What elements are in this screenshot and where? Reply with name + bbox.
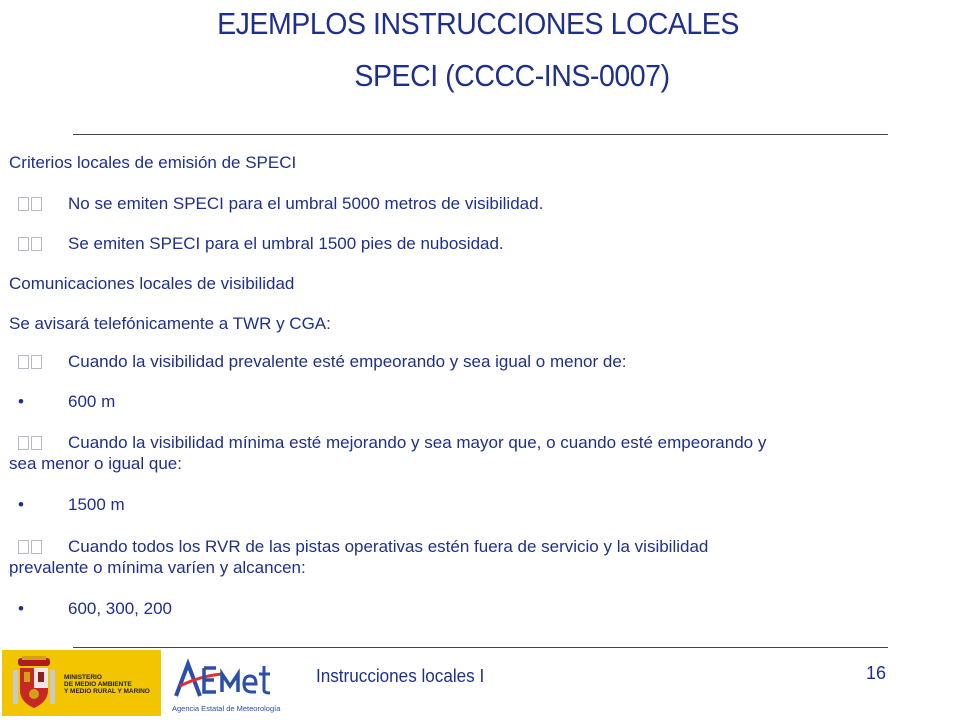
- bullet-icon: •: [18, 599, 24, 618]
- slide-title-line-2: SPECI (CCCC-INS-0007): [354, 58, 670, 93]
- valor-text-3: 600, 300, 200: [68, 599, 172, 618]
- caso-text-3a: Cuando todos los RVR de las pistas operativas estén fuera de servicio y la visibilidad: [68, 537, 709, 556]
- criterio-text-1: No se emiten SPECI para el umbral 5000 metros de visibilidad.: [68, 194, 544, 213]
- missing-glyph-icon: [31, 197, 42, 211]
- ministerio-line-1: MINISTERIO: [64, 674, 102, 681]
- header-divider: [73, 134, 888, 135]
- caso-text-3b: prevalente o mínima varíen y alcancen:: [9, 558, 306, 577]
- ministerio-text: [64, 674, 156, 695]
- missing-glyph-icon: [18, 197, 29, 211]
- aviso-text: Se avisará telefónicamente a TWR y CGA:: [9, 314, 331, 333]
- valor-text-2: 1500 m: [68, 495, 125, 514]
- footer-section-title: Instrucciones locales I: [316, 666, 485, 686]
- caso-text-1: Cuando la visibilidad prevalente esté empeorando y sea igual o menor de:: [68, 352, 627, 371]
- aemet-logo: [170, 656, 285, 716]
- page-number: 16: [866, 663, 887, 683]
- missing-glyph-icon: [18, 436, 29, 450]
- coat-of-arms-icon: [12, 656, 56, 710]
- missing-glyph-icon: [18, 540, 29, 554]
- bullet-icon: •: [18, 392, 24, 411]
- ministerio-line-3: Y MEDIO RURAL Y MARINO: [64, 688, 150, 695]
- comunicaciones-heading: Comunicaciones locales de visibilidad: [9, 274, 295, 293]
- footer-divider: [73, 647, 888, 648]
- missing-glyph-icon: [31, 237, 42, 251]
- aemet-tagline: Agencia Estatal de Meteorología: [172, 704, 281, 713]
- ministerio-line-2: DE MEDIO AMBIENTE: [64, 681, 132, 688]
- missing-glyph-icon: [18, 355, 29, 369]
- valor-text-1: 600 m: [68, 392, 116, 411]
- missing-glyph-icon: [31, 355, 42, 369]
- missing-glyph-icon: [18, 237, 29, 251]
- slide-title-line-1: EJEMPLOS INSTRUCCIONES LOCALES: [217, 6, 739, 41]
- caso-text-2a: Cuando la visibilidad mínima esté mejorando y sea mayor que, o cuando esté empeorando y: [68, 433, 767, 452]
- missing-glyph-icon: [31, 540, 42, 554]
- bullet-icon: •: [18, 495, 24, 514]
- missing-glyph-icon: [31, 436, 42, 450]
- criterios-heading: Criterios locales de emisión de SPECI: [9, 153, 297, 172]
- criterio-text-2: Se emiten SPECI para el umbral 1500 pies de nubosidad.: [68, 234, 504, 253]
- ministerio-logo: [2, 650, 161, 716]
- caso-text-2b: sea menor o igual que:: [9, 454, 182, 473]
